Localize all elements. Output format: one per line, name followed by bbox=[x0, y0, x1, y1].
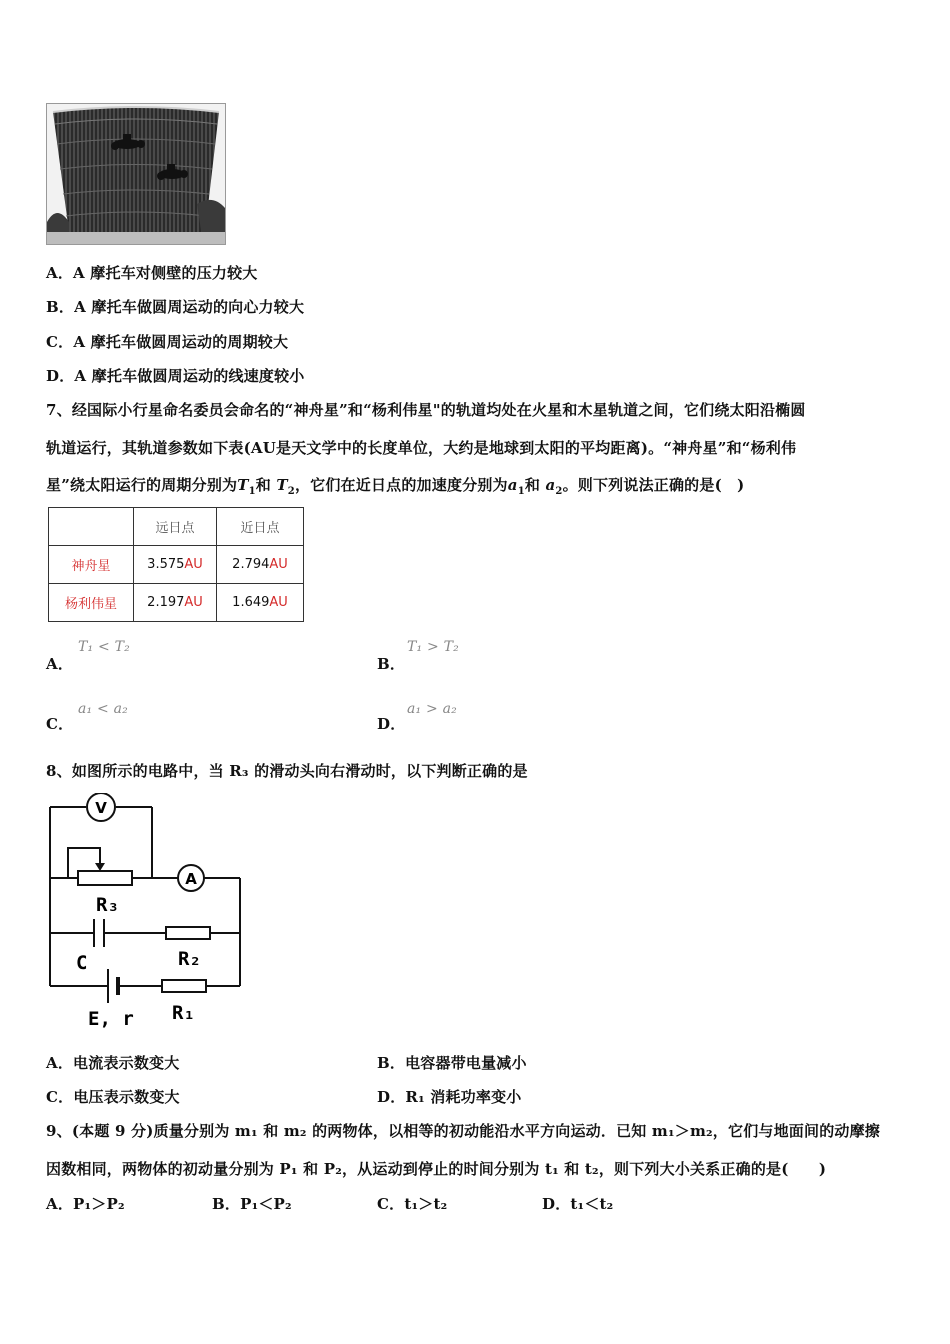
q7-option-d-expr: a₁ > a₂ bbox=[407, 701, 457, 717]
circuit-diagram bbox=[44, 793, 244, 1033]
q8-option-a: A．电流表示数变大 bbox=[46, 1054, 180, 1072]
q7-stem-line-2: 轨道运行，其轨道参数如下表(AU是天文学中的长度单位，大约是地球到太阳的平均距离)。“神舟星”和“杨利伟 bbox=[46, 439, 797, 457]
q7-option-b-expr: T₁ > T₂ bbox=[407, 639, 459, 655]
q8-stem: 8、如图所示的电路中，当 R₃ 的滑动头向右滑动时，以下判断正确的是 bbox=[46, 762, 528, 780]
q8-option-c: C．电压表示数变大 bbox=[46, 1088, 180, 1106]
q9-option-b: B．P₁＜P₂ bbox=[212, 1195, 292, 1213]
table-cell-perihelion: 1.649AU bbox=[217, 584, 304, 622]
q7-option-b: B． T₁ > T₂ bbox=[377, 639, 459, 673]
voltmeter-label: V bbox=[95, 799, 107, 817]
q7-option-c-expr: a₁ < a₂ bbox=[78, 701, 128, 717]
q7-option-c: C． a₁ < a₂ bbox=[46, 701, 128, 733]
motorcycle-wall-photo bbox=[46, 103, 226, 245]
table-cell-name: 杨利伟星 bbox=[49, 584, 134, 622]
motorcycle-wall-illustration bbox=[47, 104, 225, 244]
q8-option-d: D．R₁ 消耗功率变小 bbox=[377, 1088, 522, 1106]
r3-label: R₃ bbox=[96, 894, 119, 916]
q9-stem-line-2: 因数相同，两物体的初动量分别为 P₁ 和 P₂，从运动到停止的时间分别为 t₁ 和 t₂，则下列大小关系正确的是( ) bbox=[46, 1160, 827, 1178]
table-cell-perihelion: 2.794AU bbox=[217, 546, 304, 584]
table-cell-aphelion: 2.197AU bbox=[134, 584, 217, 622]
table-header-aphelion: 远日点 bbox=[134, 508, 217, 546]
table-header-empty bbox=[49, 508, 134, 546]
table-header-perihelion: 近日点 bbox=[217, 508, 304, 546]
r2-label: R₂ bbox=[178, 948, 201, 970]
battery-label: E, r bbox=[88, 1008, 134, 1030]
table-cell-aphelion: 3.575AU bbox=[134, 546, 217, 584]
q9-option-c: C．t₁＞t₂ bbox=[377, 1195, 448, 1213]
q6-option-a: A．A 摩托车对侧壁的压力较大 bbox=[46, 264, 258, 282]
q9-stem-line-1: 9、(本题 9 分)质量分别为 m₁ 和 m₂ 的两物体，以相等的初动能沿水平方向运动．已知 m₁＞m₂，它们与地面间的动摩擦 bbox=[46, 1122, 880, 1140]
q7-option-a-expr: T₁ < T₂ bbox=[78, 639, 130, 655]
q6-option-d: D．A 摩托车做圆周运动的线速度较小 bbox=[46, 367, 305, 385]
table-row bbox=[49, 584, 304, 622]
orbit-parameters-table bbox=[48, 507, 304, 622]
ammeter-label: A bbox=[185, 870, 197, 888]
q7-stem-line-3: 星”绕太阳运行的周期分别为$T_1$和 $T_2$，它们在近日点的加速度分别为$a_1$和 $a_2$。则下列说法正确的是( ) bbox=[46, 476, 745, 497]
q7-stem-line-1: 7、经国际小行星命名委员会命名的“神舟星”和“杨利伟星"的轨道均处在火星和木星轨道之间，它们绕太阳沿椭圆 bbox=[46, 401, 806, 419]
q7-option-a: A． T₁ < T₂ bbox=[46, 639, 130, 673]
capacitor-label: C bbox=[76, 952, 88, 974]
table-cell-name: 神舟星 bbox=[49, 546, 134, 584]
q9-option-a: A．P₁＞P₂ bbox=[46, 1195, 125, 1213]
q9-option-d: D．t₁＜t₂ bbox=[542, 1195, 614, 1213]
r1-label: R₁ bbox=[172, 1002, 195, 1024]
q6-option-c: C．A 摩托车做圆周运动的周期较大 bbox=[46, 333, 289, 351]
table-row bbox=[49, 546, 304, 584]
q7-option-d: D． a₁ > a₂ bbox=[377, 701, 457, 733]
q8-option-b: B．电容器带电量减小 bbox=[377, 1054, 527, 1072]
q6-option-b: B．A 摩托车做圆周运动的向心力较大 bbox=[46, 298, 305, 316]
